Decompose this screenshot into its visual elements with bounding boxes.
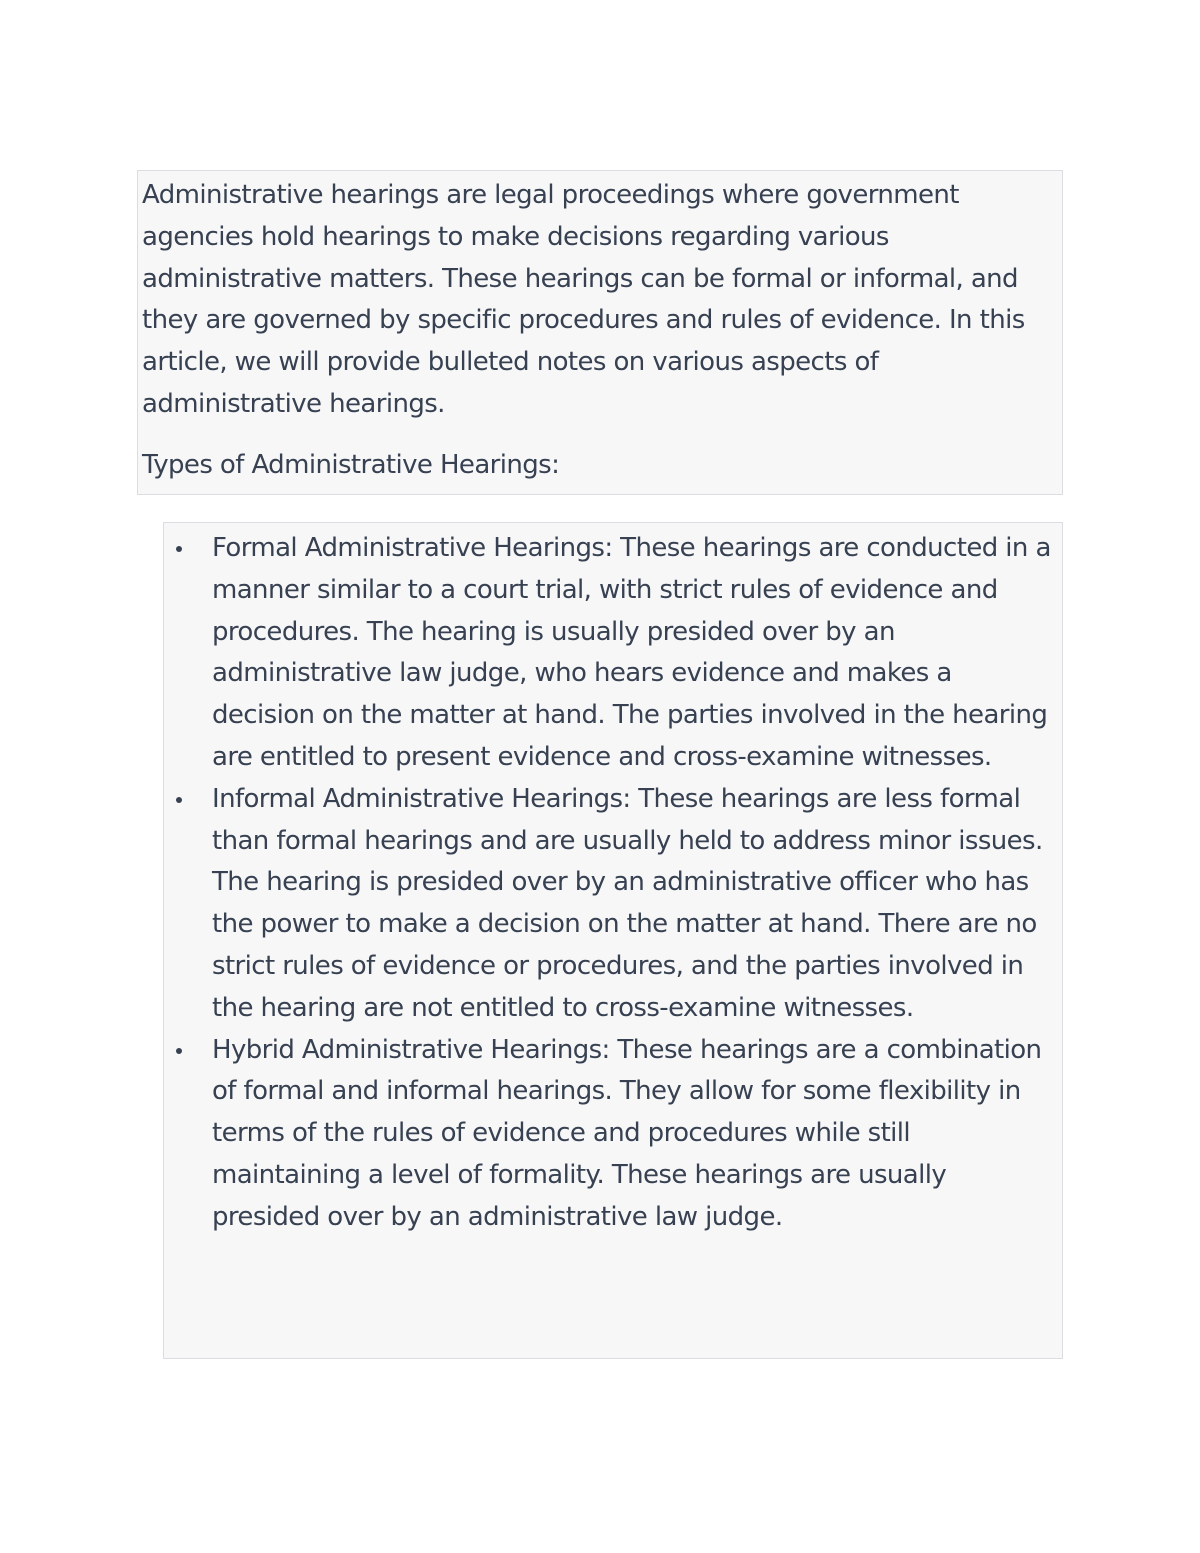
list-item-text: Formal Administrative Hearings: These hearings are conducted in a manner similar to a court trial, with strict rules of evidence and procedures. The hearing is usually presided over by an administrative law judge, who hears evidence and makes a decision on the matter at hand. The parties involved in the hearing are entitled to present evidence and cross-examine witnesses. <box>212 533 1051 772</box>
intro-paragraph: Administrative hearings are legal proceedings where government agencies hold hearings to make decisions regarding various administrative matters. These hearings can be formal or informal, and they are governed by specific procedures and rules of evidence. In this article, we will provide bulleted notes on various aspects of administrative hearings. <box>142 180 1025 419</box>
bullet-icon <box>176 797 182 803</box>
types-list <box>164 528 1052 1239</box>
types-list-block <box>163 522 1063 1359</box>
list-item-hybrid <box>164 1030 1052 1239</box>
list-item-formal <box>164 528 1052 779</box>
intro-block <box>137 170 1063 495</box>
list-item-informal <box>164 779 1052 1030</box>
list-item-text: Hybrid Administrative Hearings: These hearings are a combination of formal and informal hearings. They allow for some flexibility in terms of the rules of evidence and procedures while still maintaining a level of formality. These hearings are usually presided over by an administrative law judge. <box>212 1034 1042 1232</box>
bullet-icon <box>176 1048 182 1054</box>
bullet-icon <box>176 546 182 552</box>
list-item-text: Informal Administrative Hearings: These hearings are less formal than formal hearings and are usually held to address minor issues. The hearing is presided over by an administrative officer who has the power to make a decision on the matter at hand. There are no strict rules of evidence or procedures, and the parties involved in the hearing are not entitled to cross-examine witnesses. <box>212 783 1043 1023</box>
section-heading: Types of Administrative Hearings: <box>142 449 560 480</box>
